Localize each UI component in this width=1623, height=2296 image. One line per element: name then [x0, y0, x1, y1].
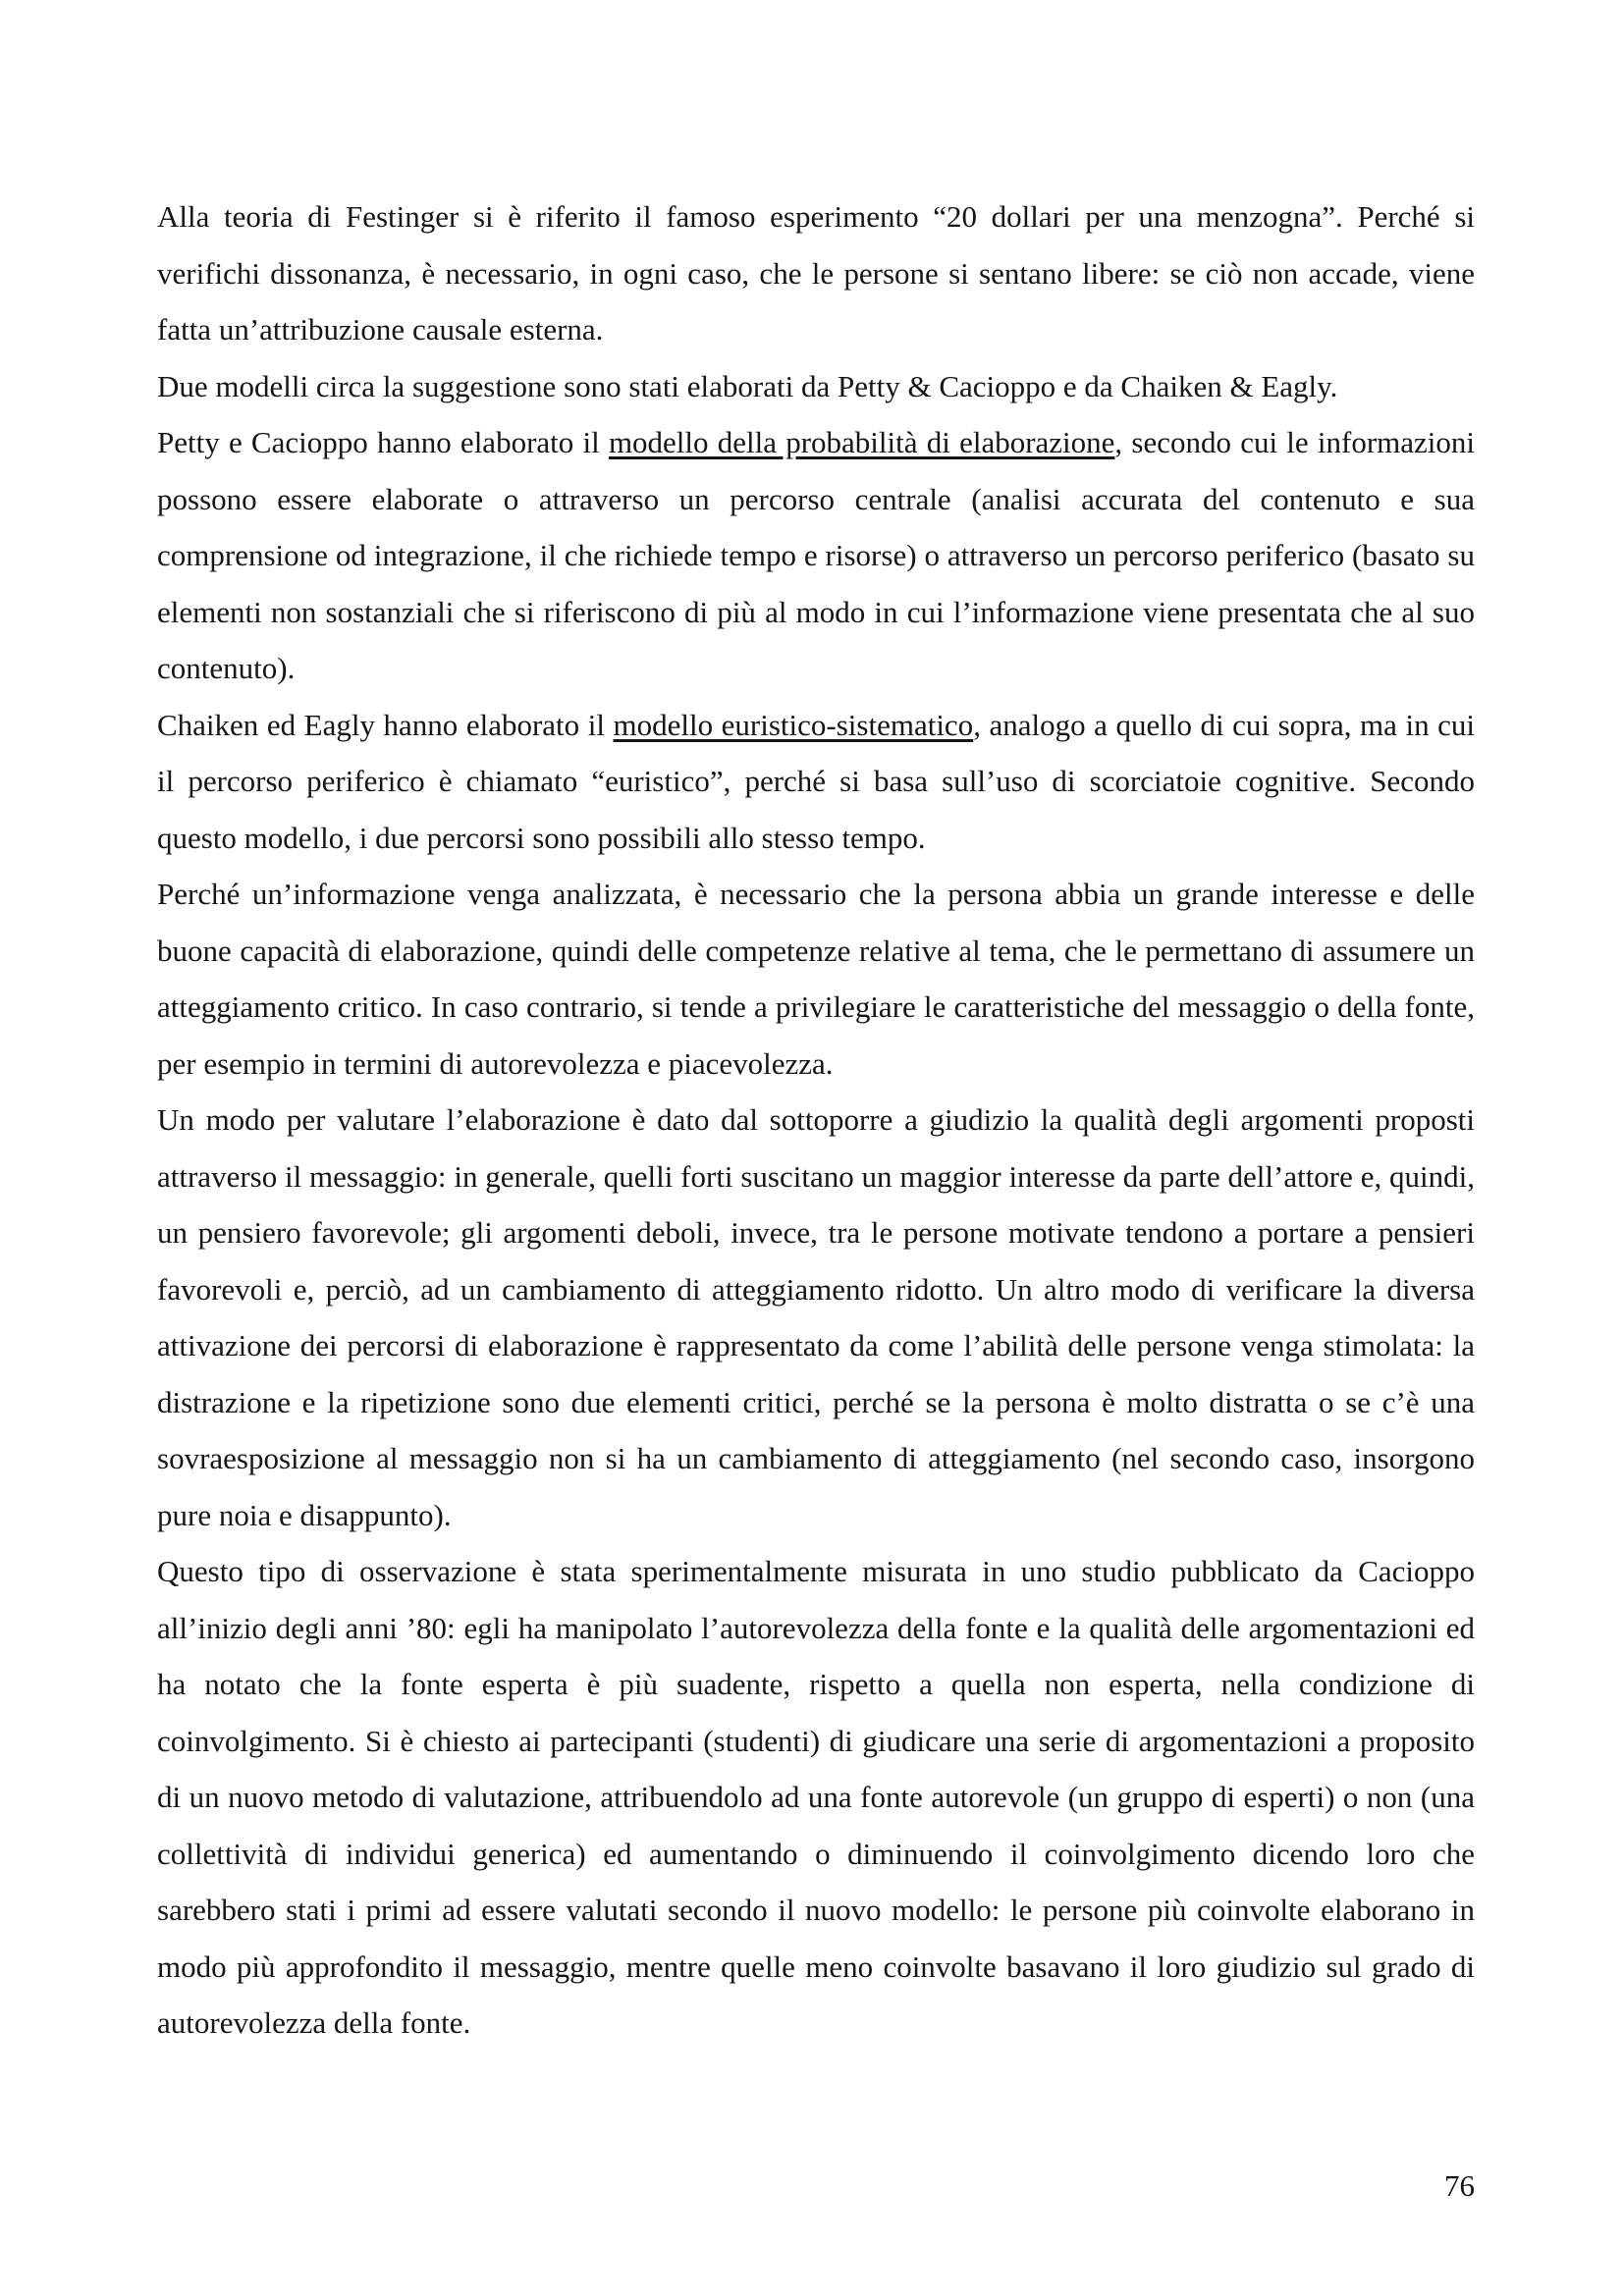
paragraph-persuasion-models-intro: Due modelli circa la suggestione sono stati elaborati da Petty & Cacioppo e da Chaiken & Eagly. — [157, 368, 1338, 403]
paragraph-evaluating-elaboration: Un modo per valutare l’elaborazione è dato dal sottoporre a giudizio la qualità degli argomenti proposti attraverso il messaggio: in generale, quelli forti suscitano un maggior interesse da parte dell’attore e, quindi, un pensiero favorevole; gli argomenti deboli, invece, tra le persone motivate tendono a portare a pensieri favorevoli e, perciò, ad un cambiamento di atteggiamento ridotto. Un altro modo di verificare la diversa attivazione dei percorsi di elaborazione è rappresentato da come l’abilità delle persone venga stimolata: la distrazione e la ripetizione sono due elementi critici, perché se la persona è molto distratta o se c’è una sovraesposizione al messaggio non si ha un cambiamento di atteggiamento (nel secondo caso, insorgono pure noia e disappunto). — [157, 1102, 1475, 1532]
paragraph-text-after: , analogo a quello di cui sopra, ma in cui il percorso periferico è chiamato “euristico”, perché si basa sull’uso di scorciatoie cognitive. Secondo questo modello, i due percorsi sono possibili allo stesso tempo. — [157, 707, 1475, 855]
paragraph-text-before: Petty e Cacioppo hanno elaborato il — [157, 425, 609, 459]
paragraph-heuristic-systematic-model — [157, 697, 1475, 867]
paragraph-analysis-conditions: Perché un’informazione venga analizzata, è necessario che la persona abbia un grande interesse e delle buone capacità di elaborazione, quindi delle competenze relative al tema, che le permettano di assumere un atteggiamento critico. In caso contrario, si tende a privilegiare le caratteristiche del messaggio o della fonte, per esempio in termini di autorevolezza e piacevolezza. — [157, 877, 1475, 1081]
paragraph-text-before: Chaiken ed Eagly hanno elaborato il — [157, 707, 614, 742]
page-number: 76 — [1444, 2168, 1475, 2203]
paragraph-elaboration-likelihood-model — [157, 414, 1475, 697]
underlined-term-elaboration-model: modello della probabilità di elaborazione — [608, 425, 1115, 459]
paragraph-festinger-experiment: Alla teoria di Festinger si è riferito il famoso esperimento “20 dollari per una menzogna”. Perché si verifichi dissonanza, è necessario, in ogni caso, che le persone si sentano libere: se ciò non accade, viene fatta un’attribuzione causale esterna. — [157, 199, 1475, 347]
paragraph-cacioppo-study: Questo tipo di osservazione è stata sperimentalmente misurata in uno studio pubblicato da Cacioppo all’inizio degli anni ’80: egli ha manipolato l’autorevolezza della fonte e la qualità delle argomentazioni ed ha notato che la fonte esperta è più suadente, rispetto a quella non esperta, nella condizione di coinvolgimento. Si è chiesto ai partecipanti (studenti) di giudicare una serie di argomentazioni a proposito di un nuovo metodo di valutazione, attribuendolo ad una fonte autorevole (un gruppo di esperti) o non (una collettività di individui generica) ed aumentando o diminuendo il coinvolgimento dicendo loro che sarebbero stati i primi ad essere valutati secondo il nuovo modello: le persone più coinvolte elaborano in modo più approfondito il messaggio, mentre quelle meno coinvolte basavano il loro giudizio sul grado di autorevolezza della fonte. — [157, 1554, 1475, 2040]
paragraph-text-after: , secondo cui le informazioni possono essere elaborate o attraverso un percorso centrale (analisi accurata del contenuto e sua comprensione od integrazione, il che richiede tempo e risorse) o attraverso un percorso periferico (basato su elementi non sostanziali che si riferiscono di più al modo in cui l’informazione viene presentata che al suo contenuto). — [157, 425, 1475, 685]
page-body — [157, 188, 1475, 2052]
underlined-term-heuristic-model: modello euristico-sistematico — [613, 707, 974, 742]
